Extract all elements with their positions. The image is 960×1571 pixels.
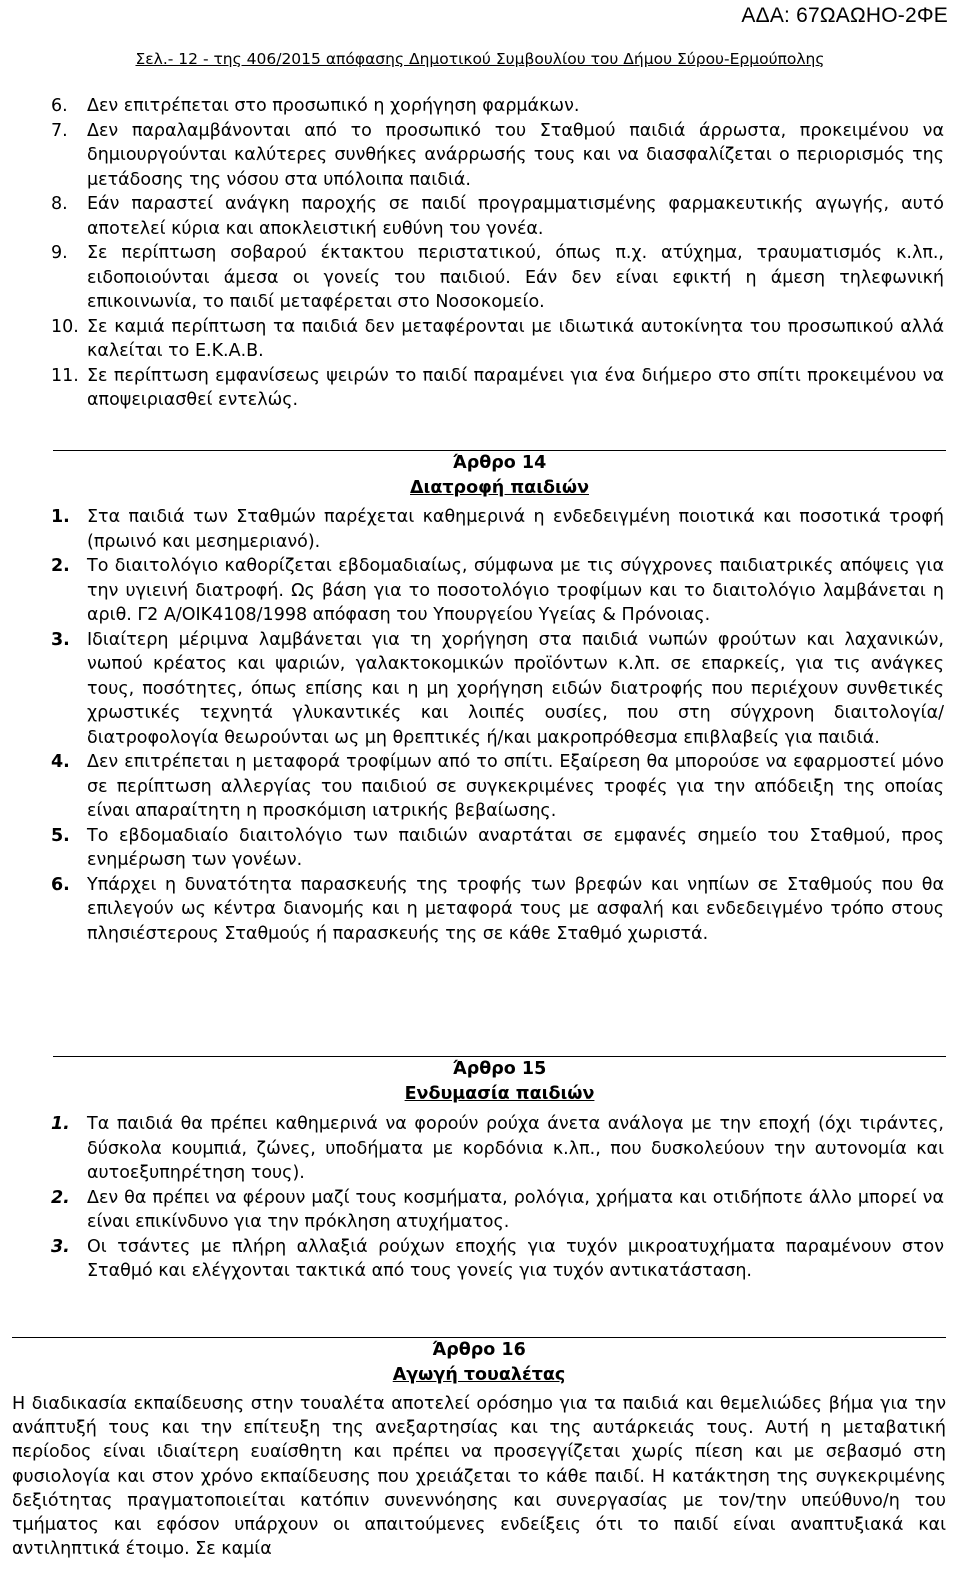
list-item: 11. Σε περίπτωση εμφανίσεως ψειρών το παιδί παραμένει για ένα διήμερο στο σπίτι προκειμένου να αποψειριασθεί εντελώς. (51, 365, 944, 410)
ada-stamp: ΑΔΑ: 67ΩΑΩΗΟ-2ΦΕ (741, 4, 948, 27)
list-item: 6. Δεν επιτρέπεται στο προσωπικό η χορήγηση φαρμάκων. (51, 96, 580, 116)
article-16-paragraph: Η διαδικασία εκπαίδευσης στην τουαλέτα αποτελεί ορόσημο για τα παιδιά και θεμελιώδες βήμα για την ανάπτυξή τους και την επίτευξη της ανεξαρτησίας και της αυτάρκειάς τους. Αυτή η μεταβατική περίοδος είναι ιδιαίτερη ευαίσθητη και πρέπει να προσεγγίζεται χωρίς πίεση και με σεβασμό στη φυσιολογία και στον χρόνο εκπαίδευσης που χρειάζεται το κάθε παιδί. Η κατάκτηση της συγκεκριμένης δεξιότητας πραγματοποιείται κατόπιν συνεννόησης και συνεργασίας με τον/την υπεύθυνο/η του τμήματος και εφόσον υπάρχουν οι απαιτούμενες ενδείξεις ότι το παιδί είναι αναπτυξιακά και αντιληπτικά έτοιμο. Σε καμία (12, 1394, 946, 1560)
article-15-subtitle: Ενδυμασία παιδιών (404, 1084, 595, 1104)
list-item: 4. Δεν επιτρέπεται η μεταφορά τροφίμων από το σπίτι. Εξαίρεση θα μπορούσε να εφαρμοστεί μόνο σε περίπτωση αλλεργίας του παιδιού σε συγκεκριμένες τροφές για την απόδειξη της οποίας είναι απαραίτητη η προσκόμιση ιατρικής βεβαίωσης. (51, 752, 944, 821)
list-item: 2. Το διαιτολόγιο καθορίζεται εβδομαδιαίως, σύμφωνα με τις σύγχρονες παιδιατρικές απόψεις για την υγιεινή διατροφή. Ως βάση για το ποσοτολόγιο τροφίμων και το διαιτολόγιο λαμβάνεται η αριθ. Γ2 Α/ΟΙΚ4108/1998 απόφαση του Υπουργείου Υγείας & Πρόνοιας. (51, 556, 944, 625)
list-item: 9. Σε περίπτωση σοβαρού έκτακτου περιστατικού, όπως π.χ. ατύχημα, τραυματισμός κ.λπ., ειδοποιούνται άμεσα οι γονείς του παιδιού. Εάν δεν είναι εφικτή η άμεση τηλεφωνική επικοινωνία, το παιδί μεταφέρεται στο Νοσοκομείο. (51, 243, 944, 312)
article-14-list (51, 505, 944, 946)
article-15-heading (53, 1056, 946, 1107)
article-16-title: Άρθρο 16 (432, 1340, 526, 1360)
article-14-subtitle: Διατροφή παιδιών (410, 478, 589, 498)
article-15-list (51, 1112, 944, 1284)
list-top (51, 94, 944, 413)
article-15-title: Άρθρο 15 (452, 1059, 547, 1079)
list-item: 3. Οι τσάντες με πλήρη αλλαξιά ρούχων εποχής για τυχόν μικροατυχήματα παραμένουν στον Σταθμό και ελέγχονται τακτικά από τους γονείς για τυχόν αντικατάσταση. (51, 1236, 944, 1281)
list-item: 1. Τα παιδιά θα πρέπει καθημερινά να φορούν ρούχα άνετα ανάλογα με την εποχή (όχι τιράντες, δύσκολα κουμπιά, ζώνες, υποδήματα με κορδόνια κ.λπ., που δυσκολεύουν την αυτονομία και αυτοεξυπηρέτηση τους). (51, 1114, 944, 1183)
list-item: 3. Ιδιαίτερη μέριμνα λαμβάνεται για τη χορήγηση στα παιδιά νωπών φρούτων και λαχανικών, νωπού κρέατος και ψαριών, γαλακτοκομικών προϊόντων κ.λπ. σε επαρκείς, για τις ανάγκες τους, ποσότητες, όπως επίσης και η μη χορήγηση ειδών διατροφής που περιέχουν συνθετικές χρωστικές τεχνητά γλυκαντικές και λοιπές ουσίες, που στη σύγχρονη διαιτολογία/διατροφολογία θεωρούνται ως μη θρεπτικές ή/και μακροπρόθεσμα επιβλαβείς για παιδιά. (51, 629, 944, 748)
list-item: 5. Το εβδομαδιαίο διαιτολόγιο των παιδιών αναρτάται σε εμφανές σημείο του Σταθμού, προς ενημέρωση των γονέων. (51, 825, 944, 870)
article-16-subtitle: Αγωγή τουαλέτας (392, 1365, 566, 1385)
article-14-title: Άρθρο 14 (452, 453, 547, 473)
list-item: 6. Υπάρχει η δυνατότητα παρασκευής της τροφής των βρεφών και νηπίων σε Σταθμούς που θα επιλεγούν ως κέντρα διανομής και η μεταφορά τους με ασφαλή και ενδεδειγμένο τρόπο στους πλησιέστερους Σταθμούς ή παρασκευής της σε κάθε Σταθμό χωριστά. (51, 874, 944, 944)
list-item: 8. Εάν παραστεί ανάγκη παροχής σε παιδί προγραμματισμένης φαρμακευτικής αγωγής, αυτό αποτελεί κύρια και αποκλειστική ευθύνη του γονέα. (51, 194, 944, 239)
article-14-heading (53, 450, 946, 501)
page-header: Σελ.- 12 - της 406/2015 απόφασης Δημοτικού Συμβουλίου του Δήμου Σύρου-Ερμούπολης (135, 50, 825, 68)
article-16-heading (12, 1337, 946, 1388)
list-item: 10. Σε καμιά περίπτωση τα παιδιά δεν μεταφέρονται με ιδιωτικά αυτοκίνητα του προσωπικού αλλά καλείται το Ε.Κ.Α.Β. (51, 316, 944, 361)
list-item: 7. Δεν παραλαμβάνονται από το προσωπικό του Σταθμού παιδιά άρρωστα, προκειμένου να δημιουργούνται καλύτερες συνθήκες ανάρρωσής τους και να διασφαλίζεται ο περιορισμός της μετάδοσης της νόσου στα υπόλοιπα παιδιά. (51, 120, 944, 190)
list-item: 1. Στα παιδιά των Σταθμών παρέχεται καθημερινά η ενδεδειγμένη ποιοτικά και ποσοτικά τροφή (πρωινό και μεσημεριανό). (51, 507, 944, 552)
list-item: 2. Δεν θα πρέπει να φέρουν μαζί τους κοσμήματα, ρολόγια, χρήματα και οτιδήποτε άλλο μπορεί να είναι επικίνδυνο για την πρόκληση ατυχήματος. (51, 1187, 944, 1232)
